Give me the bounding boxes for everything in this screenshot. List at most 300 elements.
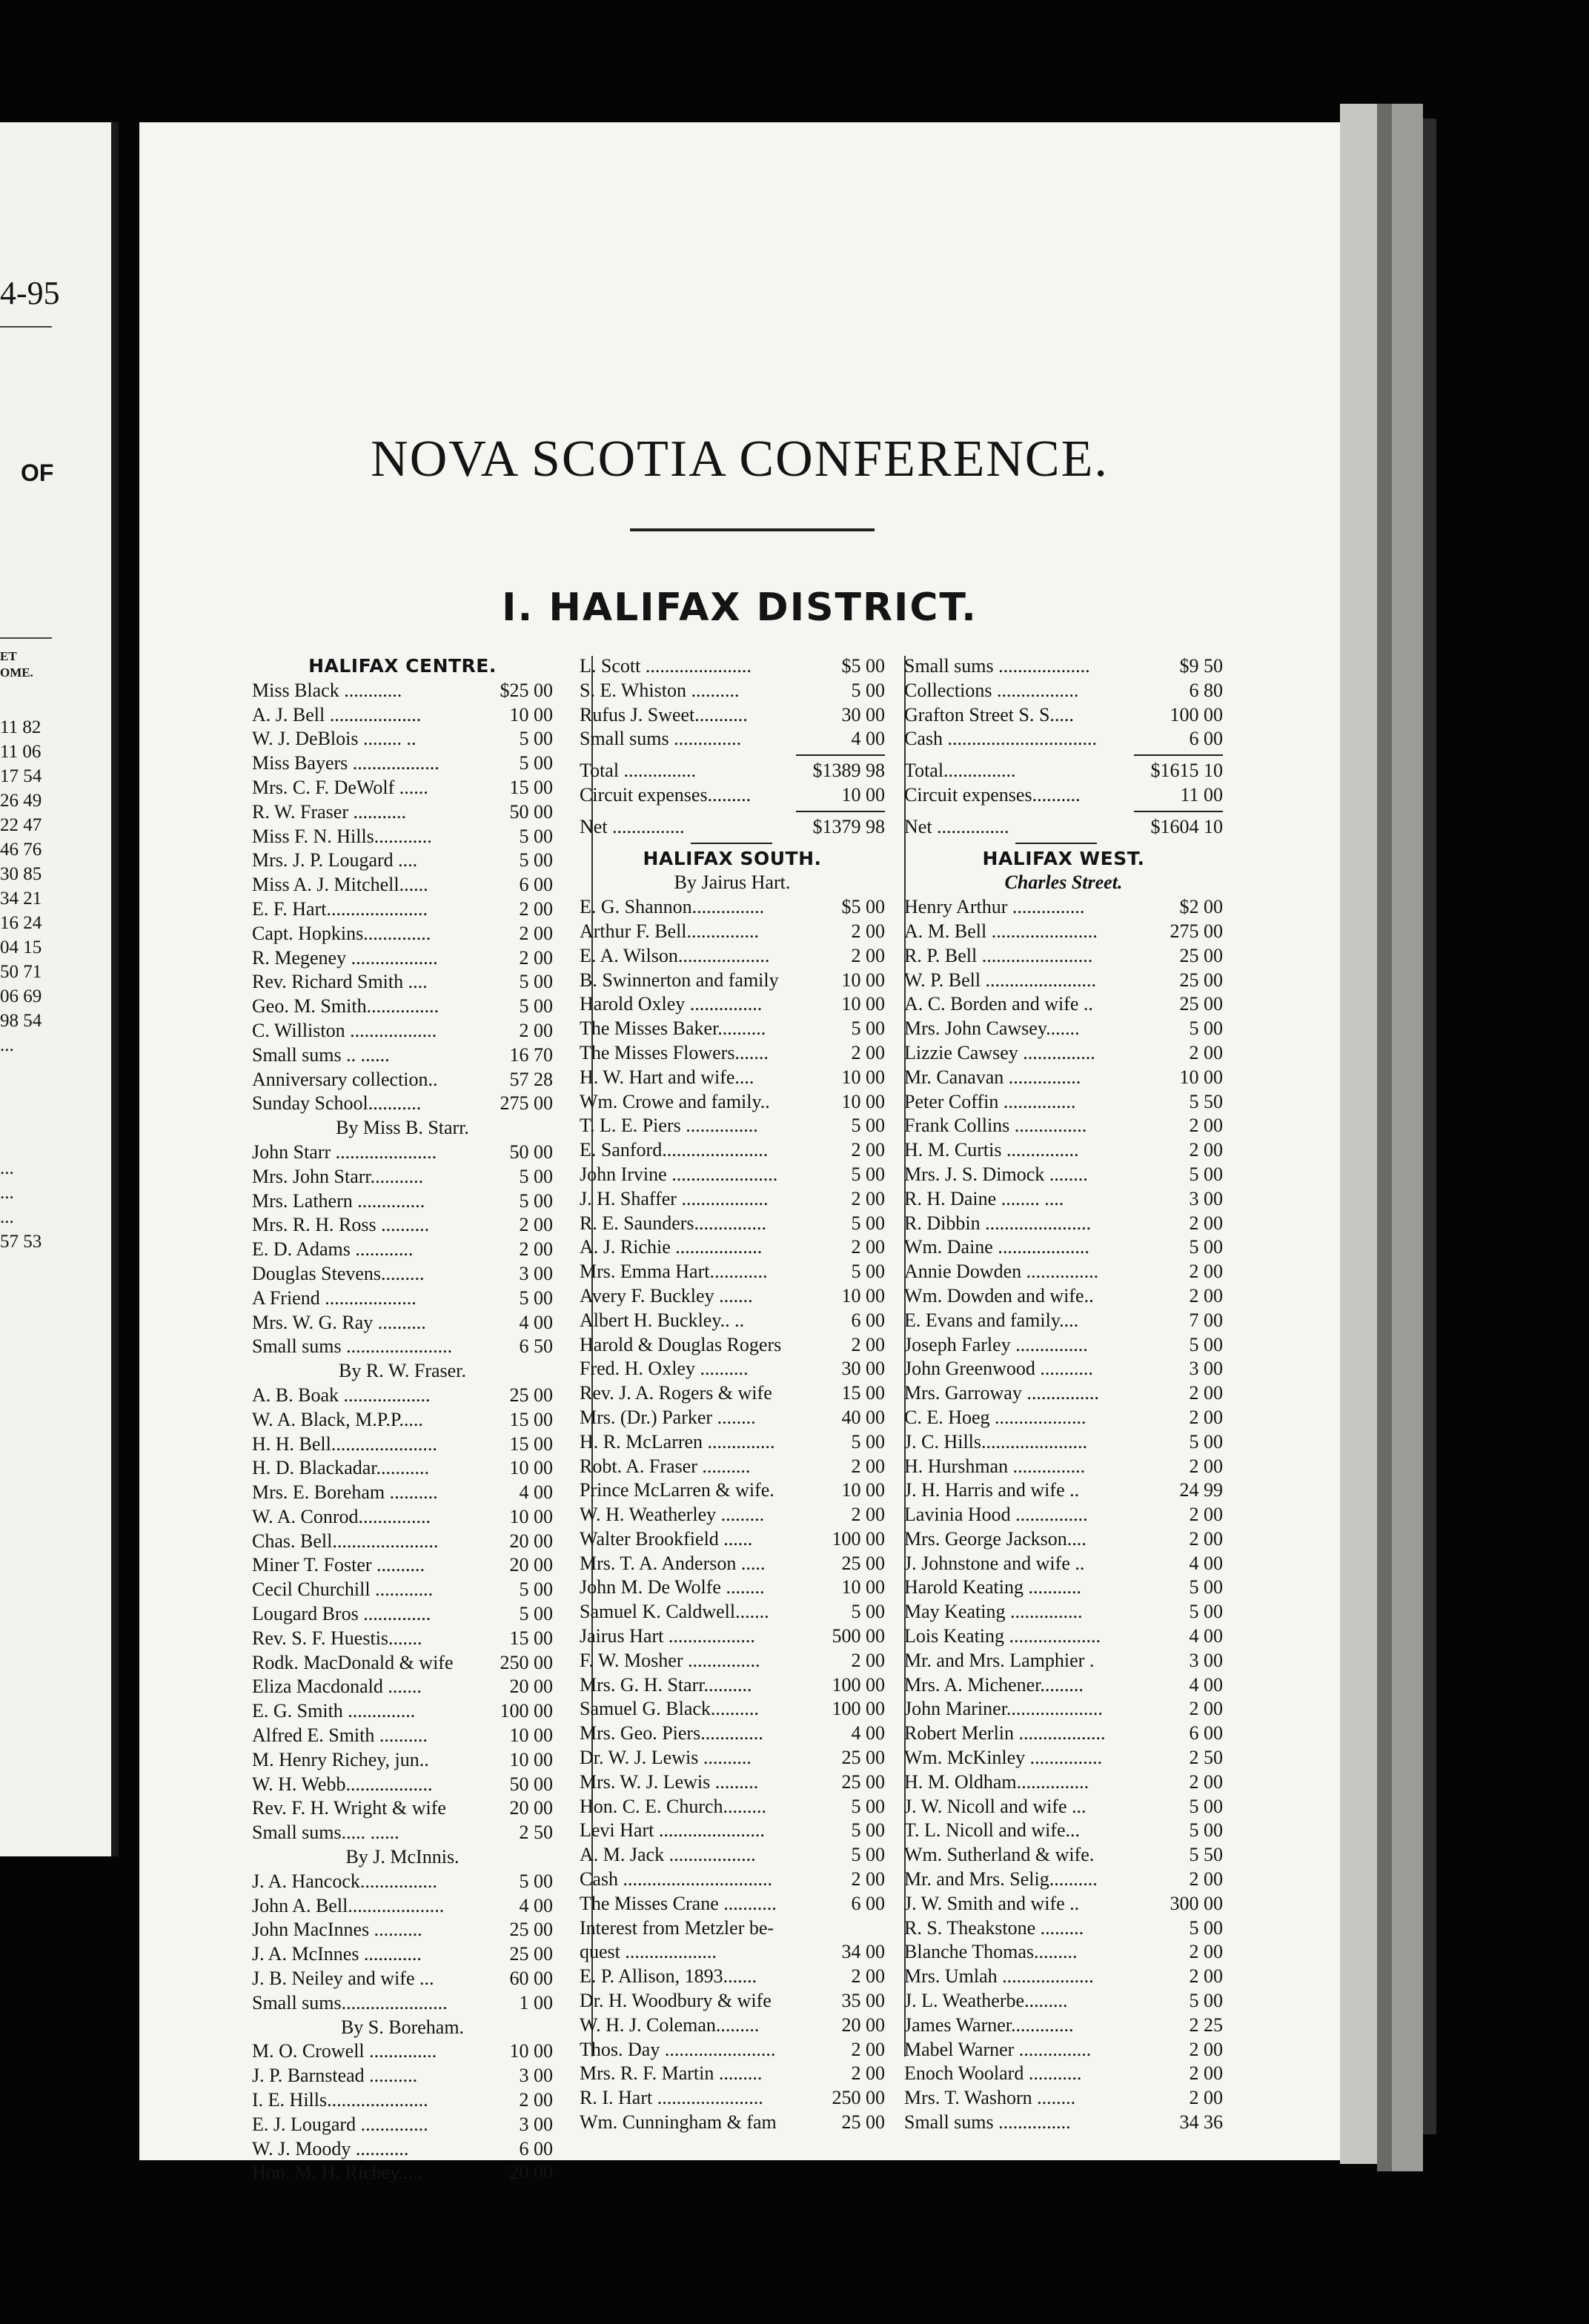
donor-name: The Misses Flowers....... [580,1041,769,1063]
donation-row [904,1819,1223,1843]
donor-name: J. A. Hancock................ [252,1870,437,1892]
donation-row [904,2062,1223,2086]
donation-row [904,703,1223,728]
donation-row [904,1284,1223,1309]
donation-amount: 5 00 [519,1578,553,1601]
donor-name: Total............... [904,760,1016,782]
donation-amount: 4 00 [1189,1625,1223,1647]
left-page-number: 34 21 [0,889,42,909]
donation-amount: 57 28 [509,1068,553,1090]
donor-name: Mrs. J. P. Lougard .... [252,849,418,872]
donation-amount: 2 00 [519,897,553,920]
donation-amount: 3 00 [1189,1358,1223,1380]
left-page-number: 06 69 [0,986,42,1006]
donation-amount: 10 00 [841,969,885,991]
donation-amount: 5 00 [1189,1916,1223,1939]
donor-name: Cash ............................... [904,728,1097,750]
donation-amount: 5 00 [1189,1163,1223,1185]
donor-name: M. Henry Richey, jun.. [252,1748,429,1770]
donation-row [904,1066,1223,1090]
donation-row [580,1795,885,1819]
donation-amount: 5 00 [1189,1601,1223,1623]
donation-row [904,1041,1223,1066]
donation-row [580,1066,885,1090]
donation-row [580,1892,885,1916]
donor-name: Rev. J. A. Rogers & wife [580,1382,772,1404]
donor-name: Prince McLarren & wife. [580,1479,774,1501]
donation-row [580,1090,885,1115]
donation-amount: $2 00 [1179,896,1223,918]
donation-amount: 2 00 [1189,1941,1223,1963]
donor-name: H. M. Oldham............... [904,1770,1089,1793]
donation-amount: 2 00 [1189,1041,1223,1063]
donation-amount: 3 00 [519,2113,553,2135]
donation-amount: 5 00 [519,752,553,774]
donor-name: Mrs. Geo. Piers............. [580,1722,763,1744]
donor-name: Alfred E. Smith .......... [252,1724,428,1747]
left-page-numbers [0,715,42,1058]
donation-row [252,1384,553,1408]
donation-amount: 300 00 [1170,1892,1223,1914]
donation-row [580,1381,885,1406]
donation-row [904,1430,1223,1455]
donation-amount: 30 00 [841,703,885,726]
donation-amount: 5 00 [519,825,553,847]
donor-name: Circuit expenses.......... [904,783,1081,806]
donor-name: E. F. Hart..................... [252,897,428,920]
donor-name: Mr. and Mrs. Selig.......... [904,1868,1098,1890]
donation-amount: 100 00 [832,1527,885,1550]
donation-amount: 275 00 [500,1092,553,1115]
donation-row [904,1333,1223,1358]
donation-row [580,1624,885,1649]
donation-row [252,1530,553,1554]
donation-amount: 50 00 [509,1141,553,1163]
donation-amount: 5 00 [519,728,553,750]
donation-row [252,1699,553,1724]
donation-amount: 20 00 [509,1554,553,1576]
donation-amount: 6 00 [851,1892,885,1914]
donation-amount: $1615 10 [1150,760,1223,782]
left-page-number: 16 24 [0,913,42,933]
donation-row [580,1357,885,1381]
donation-amount: 6 00 [851,1309,885,1331]
page-edge [1392,104,1423,2171]
donation-row [580,1455,885,1479]
donation-amount: 5 00 [851,1819,885,1842]
donation-row [252,2039,553,2064]
section-heading: HALIFAX WEST. [982,847,1145,869]
donor-name: W. H. J. Coleman......... [580,2013,760,2036]
donation-row [904,1455,1223,1479]
donation-row [580,1284,885,1309]
donor-name: Mrs. T. A. Anderson ..... [580,1552,766,1574]
donation-row [252,1456,553,1481]
donor-name: Robt. A. Fraser .......... [580,1455,751,1477]
donation-amount: 2 00 [851,2062,885,2085]
donation-amount: 2 00 [1189,1284,1223,1307]
donor-name: Wm. McKinley ............... [904,1747,1103,1769]
donation-row [904,1722,1223,1746]
donor-name: Albert H. Buckley.. .. [580,1309,745,1331]
donation-amount: 2 00 [519,1238,553,1261]
donor-name: Rev. Richard Smith .... [252,971,428,993]
donation-row [252,825,553,849]
donor-name: Mrs. (Dr.) Parker ........ [580,1406,756,1428]
donation-amount: 2 00 [1189,1965,1223,1988]
donor-name: The Misses Baker.......... [580,1017,766,1040]
donation-amount: 100 00 [500,1700,553,1722]
donor-name: Chas. Bell...................... [252,1530,439,1552]
donor-name: Cecil Churchill ............ [252,1578,434,1601]
donation-row [580,1138,885,1163]
donor-name: Wm. Crowe and family.. [580,1090,770,1112]
donation-row [904,2086,1223,2111]
donor-name: Small sums ...................... [252,1335,453,1358]
donation-row [580,1212,885,1236]
donation-row [904,1090,1223,1115]
donor-name: T. L. E. Piers ............... [580,1115,758,1137]
donation-row [252,1578,553,1602]
donor-name: John MacInnes .......... [252,1919,422,1941]
donation-amount: 3 00 [1189,1649,1223,1671]
donor-name: Small sums ................... [904,655,1090,677]
donation-row [252,1942,553,1967]
donation-row [580,920,885,944]
left-page-header [0,648,33,681]
donation-amount: 10 00 [509,1505,553,1527]
donor-name: Dr. H. Woodbury & wife [580,1990,772,2012]
divider [904,751,1223,759]
donation-row [580,1940,885,1965]
donation-row [252,1602,553,1627]
left-page-number: ... [0,1035,14,1055]
donation-amount: $5 00 [841,655,885,677]
donation-row [252,1238,553,1262]
donor-name: Mrs. J. S. Dimock ........ [904,1163,1088,1185]
donation-row [904,727,1223,751]
left-page-number: 11 06 [0,742,42,762]
donor-name: Hon. C. E. Church......... [580,1795,767,1817]
donation-amount: 2 00 [519,2089,553,2111]
donation-row [580,783,885,808]
donation-amount: 2 00 [851,1041,885,1063]
donation-amount: 2 00 [1189,1527,1223,1550]
page-edge [1423,119,1436,2134]
donation-row [252,1408,553,1432]
donation-row [252,1991,553,2016]
donation-amount: 5 50 [1189,1090,1223,1112]
donor-name: May Keating ............... [904,1601,1083,1623]
left-page-number: ... [0,1158,14,1178]
section-heading: HALIFAX CENTRE. [308,655,497,677]
donation-row [580,1770,885,1795]
donation-row [252,1262,553,1286]
donor-name: Harold Oxley ............... [580,993,763,1015]
donor-name: Wm. Cunningham & fam [580,2111,777,2134]
donation-amount: 2 00 [851,1868,885,1890]
donation-row [252,1627,553,1651]
donation-amount: 2 00 [851,944,885,966]
donor-name: Miss Black ............ [252,679,402,701]
donor-name: R. W. Fraser ........... [252,800,406,823]
donor-name: A. B. Boak .................. [252,1384,431,1406]
donation-row [580,1600,885,1624]
donor-name: Thos. Day ....................... [580,2038,776,2060]
donation-amount: 4 00 [1189,1552,1223,1574]
donor-name: E. P. Allison, 1893....... [580,1965,757,1988]
donation-amount: 100 00 [1170,703,1223,726]
donor-name: quest ................... [580,1941,717,1963]
donor-name: Mrs. R. F. Martin ......... [580,2062,763,2085]
donation-row [904,1600,1223,1624]
donation-row [904,654,1223,679]
donation-row [580,1163,885,1187]
donor-name: Mrs. W. J. Lewis ......... [580,1770,759,1793]
donor-name: E. G. Smith .............. [252,1700,416,1722]
donor-name: Mrs. G. H. Starr.......... [580,1673,752,1696]
donation-amount: $25 00 [500,679,553,701]
donation-amount: 1 00 [519,1991,553,2013]
donation-row [252,2161,553,2185]
donor-name: W. A. Black, M.P.P..... [252,1408,423,1430]
donor-name: Miss F. N. Hills............ [252,825,432,847]
donation-amount: 30 00 [841,1358,885,1380]
donation-amount: 6 00 [1189,1722,1223,1744]
donor-name: H. M. Curtis ............... [904,1139,1079,1161]
section-subheading: Charles Street. [1004,872,1123,894]
donation-amount: 6 80 [1189,679,1223,701]
donation-row [904,1868,1223,1892]
donation-amount: 25 00 [841,1770,885,1793]
donation-amount: $1389 98 [812,760,885,782]
donation-row [252,1918,553,1942]
left-page-header-line: ET [0,649,17,663]
donor-name: R. S. Theakstone ......... [904,1916,1084,1939]
donation-amount: 50 00 [509,800,553,823]
donation-row [904,1017,1223,1041]
donation-amount: 2 25 [1189,2013,1223,2036]
donation-row [904,1697,1223,1722]
donor-name: Mrs. A. Michener......... [904,1673,1084,1696]
donation-amount: 5 00 [1189,1576,1223,1598]
donation-amount: 20 00 [509,1676,553,1698]
donation-row [252,1870,553,1894]
donation-row [252,1311,553,1335]
donor-name: John M. De Wolfe ........ [580,1576,765,1598]
divider [0,637,52,639]
donation-row [252,1651,553,1676]
donation-row [252,1019,553,1043]
donation-row [904,815,1223,840]
donor-name: Net ............... [904,815,1009,837]
donor-name: R. Megeney .................. [252,946,438,969]
donation-row [580,1576,885,1600]
donation-row [904,1673,1223,1698]
donation-amount: 5 00 [1189,1017,1223,1040]
donation-amount: 6 50 [519,1335,553,1358]
donor-name: Hon. M. H. Richey..... [252,2162,423,2184]
donor-name: Interest from Metzler be- [580,1916,774,1939]
donation-row [580,2013,885,2038]
donor-name: Circuit expenses......... [580,783,752,806]
donation-row [580,703,885,728]
donation-amount: 10 00 [841,993,885,1015]
donor-name: R. E. Saunders............... [580,1212,767,1234]
donor-name: Capt. Hopkins.............. [252,922,431,944]
donation-row [904,1381,1223,1406]
donor-name: S. E. Whiston .......... [580,679,740,701]
donation-amount: 5 00 [519,1189,553,1212]
donation-amount: 2 00 [851,1187,885,1209]
donor-name: Mabel Warner ............... [904,2038,1092,2060]
left-page-tail [0,1156,42,1254]
donation-row [904,679,1223,703]
donor-name: W. H. Webb.................. [252,1773,433,1795]
donor-name: W. P. Bell ....................... [904,969,1097,991]
donation-amount: 5 00 [1189,1795,1223,1817]
donation-amount: 2 00 [1189,1868,1223,1890]
donation-row [580,1843,885,1868]
donation-row [904,895,1223,920]
donation-amount: 4 00 [851,728,885,750]
donor-name: Wm. Daine ................... [904,1236,1089,1258]
donation-amount: 2 00 [851,1139,885,1161]
donor-name: Net ............... [580,815,685,837]
donation-row [252,776,553,800]
donor-name: Mrs. C. F. DeWolf ...... [252,776,428,798]
donor-name: C. E. Hoeg ................... [904,1406,1087,1428]
donor-name: J. W. Smith and wife .. [904,1892,1080,1914]
donor-name: Rev. F. H. Wright & wife [252,1797,446,1819]
donor-name: John Mariner.................... [904,1698,1103,1720]
donation-amount: 5 00 [851,679,885,701]
donation-amount: 24 99 [1179,1479,1223,1501]
donation-row [252,1189,553,1214]
donation-amount: 10 00 [1179,1066,1223,1088]
left-page-number: 04 15 [0,937,42,957]
donation-row [252,1553,553,1578]
donation-row [252,922,553,946]
left-page-number: 30 85 [0,864,42,884]
donor-name: Dr. W. J. Lewis .......... [580,1747,752,1769]
donation-row [904,2038,1223,2062]
donation-row [580,727,885,751]
donation-amount: 10 00 [841,1284,885,1307]
donation-amount: 11 00 [1180,783,1223,806]
divider [0,326,52,328]
donation-amount: 2 00 [1189,2038,1223,2060]
donation-row [580,1333,885,1358]
donor-name: Mrs. T. Washorn ........ [904,2087,1076,2109]
donation-amount: 4 00 [851,1722,885,1744]
donor-name: H. R. McLarren .............. [580,1430,775,1452]
donation-row [252,2088,553,2113]
donor-name: C. Williston .................. [252,1019,437,1041]
donation-row [580,1697,885,1722]
donation-amount: 25 00 [509,1943,553,1965]
donor-name: E. A. Wilson................... [580,944,770,966]
donor-name: J. A. McInnes ............ [252,1943,422,1965]
donation-row [252,1092,553,1116]
donor-name: Levi Hart ...................... [580,1819,765,1842]
left-page-year: 4-95 [0,275,60,311]
donor-name: Geo. M. Smith............... [252,995,439,1017]
donation-row [580,1722,885,1746]
donation-amount: 15 00 [509,1627,553,1649]
donation-row [580,2038,885,2062]
donation-amount: 5 00 [519,971,553,993]
donation-row [580,815,885,840]
donation-amount: 4 00 [519,1311,553,1333]
section-subheading: By Jairus Hart. [674,872,791,894]
donation-amount: 25 00 [1179,969,1223,991]
donation-amount: 20 00 [509,1797,553,1819]
donation-row [904,783,1223,808]
donor-name: W. J. DeBlois ........ .. [252,728,417,750]
donation-row [904,1235,1223,1260]
donation-row [252,946,553,971]
donation-row [904,1138,1223,1163]
donation-amount: 5 00 [1189,1990,1223,2012]
donation-row [252,1432,553,1457]
donor-name: E. J. Lougard .............. [252,2113,428,2135]
donation-row [904,1527,1223,1552]
donation-row [904,1406,1223,1430]
donation-amount: 2 00 [519,946,553,969]
donation-row [580,1552,885,1576]
donation-amount: 25 00 [1179,944,1223,966]
donation-amount: 5 00 [851,1212,885,1234]
donation-amount: 10 00 [509,1748,553,1770]
donor-name: Enoch Woolard ........... [904,2062,1082,2085]
donor-name: E. Evans and family.... [904,1309,1079,1331]
donor-name: Lois Keating ................... [904,1625,1101,1647]
left-page-number: 57 53 [0,1232,42,1252]
donation-amount: $5 00 [841,896,885,918]
left-page-word: OF [21,459,54,486]
donation-row [252,1165,553,1189]
donor-name: Mrs. John Cawsey....... [904,1017,1080,1040]
donor-name: B. Swinnerton and family [580,969,779,991]
donation-row [904,1478,1223,1503]
donation-row [580,1235,885,1260]
donation-amount: 5 50 [1189,1844,1223,1866]
donation-amount: 5 00 [851,1844,885,1866]
donation-row [580,1746,885,1770]
donation-row [904,1212,1223,1236]
donation-amount: 25 00 [841,1552,885,1574]
donation-row [904,1260,1223,1284]
donation-amount: 15 00 [509,1432,553,1455]
divider [904,840,1223,847]
district-heading: I. HALIFAX DISTRICT. [502,585,978,630]
donor-name: H. W. Hart and wife.... [580,1066,754,1088]
donor-name: Wm. Sutherland & wife. [904,1844,1095,1866]
donor-name: John Greenwood ........... [904,1358,1093,1380]
donation-amount: 2 00 [1189,2062,1223,2085]
donation-amount: 5 00 [1189,1333,1223,1355]
donation-amount: 2 00 [1189,1504,1223,1526]
donation-row [580,679,885,703]
donation-amount: 40 00 [841,1406,885,1428]
donor-name: Annie Dowden ............... [904,1261,1099,1283]
donor-name: Small sums .. ...... [252,1043,390,1066]
donation-amount: 5 00 [519,1286,553,1309]
donation-amount: 25 00 [509,1919,553,1941]
donor-name: Miss A. J. Mitchell...... [252,874,428,896]
donation-row [580,1673,885,1698]
